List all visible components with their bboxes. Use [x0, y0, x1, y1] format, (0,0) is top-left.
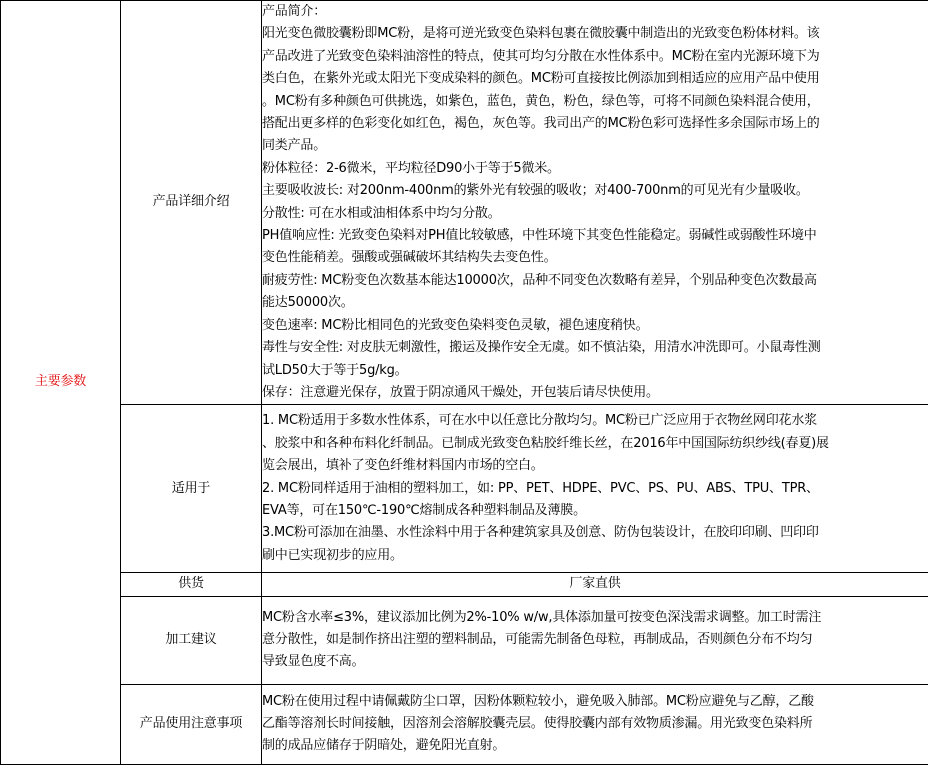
text-line: 变色速率: MC粉比相同色的光致变色染料变色灵敏，褪色速度稍快。 [262, 317, 649, 333]
text-line: 刷中已实现初步的应用。 [262, 547, 403, 563]
text-line: 主要吸收波长: 对200nm-400nm的紫外光有较强的吸收；对400-700nm的可见光有少量吸收。 [262, 183, 809, 199]
text-line: 1. MC粉适用于多数水性体系，可在水中以任意比分散均匀。MC粉已广泛应用于衣物丝网印花水浆 [262, 413, 817, 429]
text-line: PH值响应性: 光致变色染料对PH值比较敏感，中性环境下其变色性能稳定。弱碱性或弱酸性环境中 [262, 228, 817, 244]
text-line: 制的成品应储存于阴暗处，避免阳光直射。 [262, 738, 506, 754]
supply-value: 厂家直供 [262, 573, 928, 596]
text-line: 意分散性，如是制作挤出注塑的塑料制品，可能需先制备色母粒，再制成品，否则颜色分布不均匀 [262, 632, 813, 648]
text-line: 粉体粒径：2-6微米，平均粒径D90小于等于5微米。 [262, 160, 560, 176]
text-line: 。MC粉有多种颜色可供挑选，如紫色，蓝色，黄色，粉色，绿色等，可将不同颜色染料混合使用， [262, 93, 820, 109]
supply-label: 供货 [121, 573, 262, 596]
table-row-processing [1, 596, 928, 684]
text-line: 搭配出更多样的色彩变化如红色，褐色，灰色等。我司出产的MC粉色彩可选择性多余国际市场上的 [262, 116, 820, 132]
applicable-content [262, 405, 928, 573]
precautions-label: 产品使用注意事项 [121, 684, 262, 764]
table-row-intro [1, 1, 928, 405]
text-line: 产品改进了光致变色染料油溶性的特点，使其可均匀分散在水性体系中。MC粉在室内光源环境下为 [262, 48, 820, 64]
text-line: 产品简介： [262, 4, 327, 19]
text-line: 耐疲劳性: MC粉变色次数基本能达10000次，品种不同变色次数略有差异，个别品种变色次数最高 [262, 272, 817, 288]
text-line: 变色性能稍差。强酸或强碱破坏其结构失去变色性。 [262, 250, 557, 266]
table-row-applicable [1, 405, 928, 573]
text-line: 毒性与安全性: 对皮肤无刺激性，搬运及操作安全无虞。如不慎沾染，用清水冲洗即可。小鼠毒性测 [262, 340, 821, 356]
text-line: 试LD50大于等于5g/kg。 [262, 362, 408, 378]
text-line: 同类产品。 [262, 138, 327, 154]
intro-label: 产品详细介绍 [121, 1, 262, 405]
text-line: MC粉在使用过程中请佩戴防尘口罩，因粉体颗粒较小，避免吸入肺部。MC粉应避免与乙醇，乙酸 [262, 693, 814, 709]
main-parameters-label: 主要参数 [1, 1, 121, 765]
processing-label: 加工建议 [121, 596, 262, 684]
text-line: 分散性: 可在水相或油相体系中均匀分散。 [262, 205, 501, 221]
text-line: 览会展出，填补了变色纤维材料国内市场的空白。 [262, 458, 544, 474]
text-line: 、胶浆中和各种布料化纤制品。已制成光致变色粘胶纤维长丝，在2016年中国国际纺织纱线(春夏)展 [262, 435, 829, 451]
text-line: 导致显色度不高。 [262, 654, 365, 670]
precautions-content [262, 684, 928, 764]
text-line: MC粉含水率≤3%，建议添加比例为2%-10% w/w,具体添加量可按变色深浅需求调整。加工时需注 [262, 609, 822, 625]
text-line: 2. MC粉同样适用于油相的塑料加工，如: PP、PET、HDPE、PVC、PS、PU、ABS、TPU、TPR、 [262, 480, 819, 496]
text-line: 阳光变色微胶囊粉即MC粉，是将可逆光致变色染料包裹在微胶囊中制造出的光致变色粉体材料。该 [262, 26, 820, 42]
text-line: 乙酯等溶剂长时间接触，因溶剂会溶解胶囊壳层。使得胶囊内部有效物质渗漏。用光致变色染料所 [262, 716, 813, 732]
text-line: 类白色，在紫外光或太阳光下变成染料的颜色。MC粉可直接按比例添加到相适应的应用产品中使用 [262, 71, 820, 87]
text-line: 3.MC粉可添加在油墨、水性涂料中用于各种建筑家具及创意、防伪包装设计，在胶印印刷、凹印印 [262, 525, 819, 541]
applicable-label: 适用于 [121, 405, 262, 573]
processing-content [262, 596, 928, 684]
table-row-supply [1, 573, 928, 596]
text-line: 能达50000次。 [262, 295, 354, 311]
text-line: EVA等，可在150℃-190℃熔制成各种塑料制品及薄膜。 [262, 503, 586, 519]
intro-content [262, 1, 928, 405]
table-row-precautions [1, 684, 928, 764]
text-line: 保存：注意避光保存，放置于阴凉通风干燥处，开包装后请尽快使用。 [262, 384, 659, 400]
